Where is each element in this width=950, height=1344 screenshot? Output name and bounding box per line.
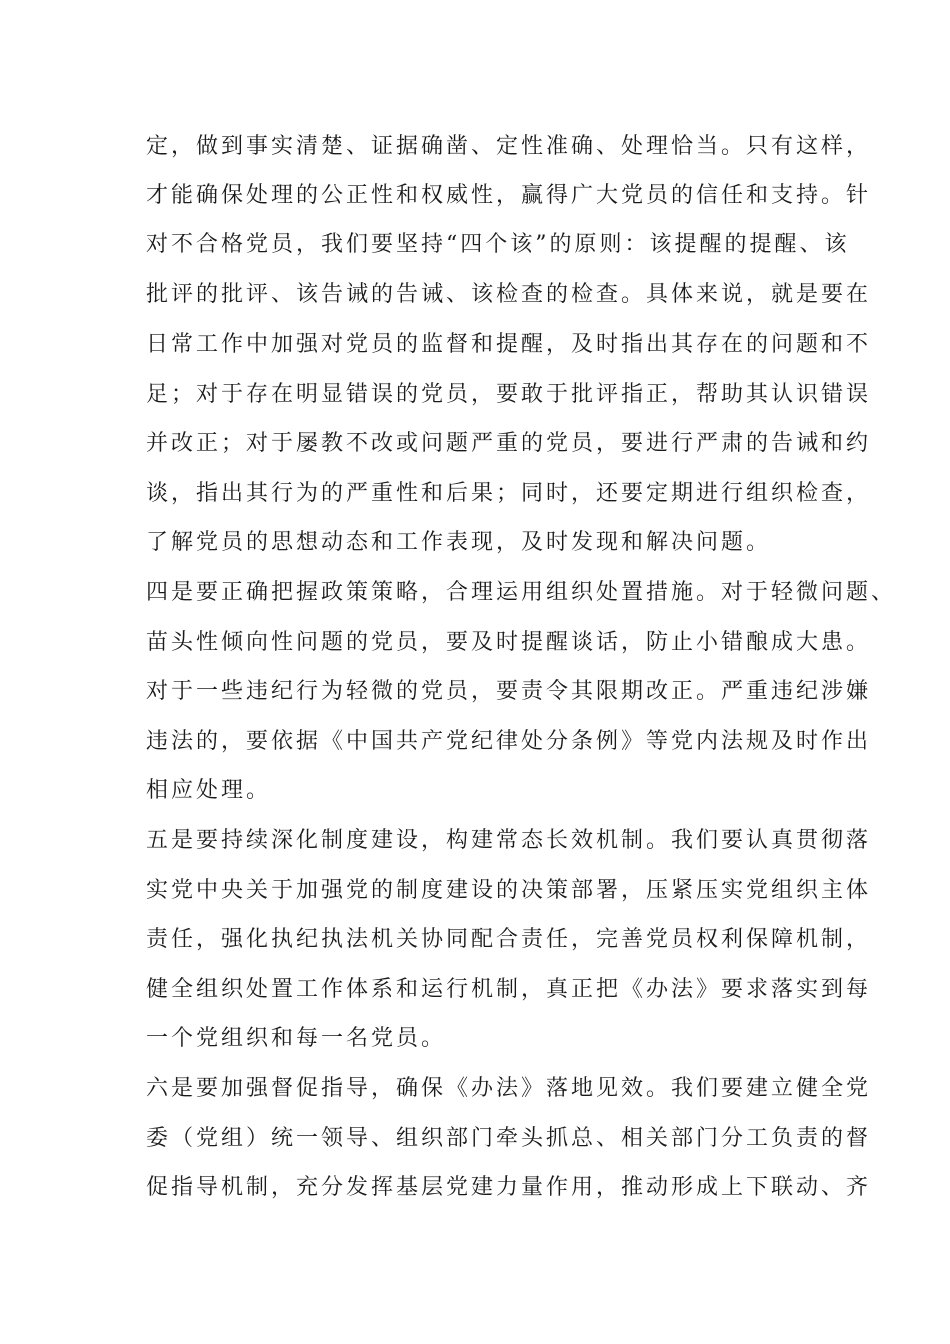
text-line-5: 日常工作中加强对党员的监督和提醒，及时指出其存在的问题和不 <box>146 332 872 357</box>
text-line-3: 对不合格党员，我们要坚持“四个该”的原则：该提醒的提醒、该 <box>146 232 850 257</box>
text-line-11: 苗头性倾向性问题的党员，要及时提醒谈话，防止小错酿成大患。 <box>146 630 872 655</box>
text-line-12: 对于一些违纪行为轻微的党员，要责令其限期改正。严重违纪涉嫌 <box>146 679 872 704</box>
text-line-1: 定，做到事实清楚、证据确凿、定性准确、处理恰当。只有这样， <box>146 134 872 159</box>
text-line-18: 健全组织处置工作体系和运行机制，真正把《办法》要求落实到每 <box>146 977 872 1002</box>
text-line-10: 四是要正确把握政策策略，合理运用组织处置措施。对于轻微问题、 <box>146 580 897 605</box>
text-line-22: 促指导机制，充分发挥基层党建力量作用，推动形成上下联动、齐 <box>146 1175 872 1200</box>
text-line-6: 足；对于存在明显错误的党员，要敢于批评指正，帮助其认识错误 <box>146 382 872 407</box>
text-line-15: 五是要持续深化制度建设，构建常态长效机制。我们要认真贯彻落 <box>146 828 872 853</box>
text-line-14: 相应处理。 <box>146 778 272 803</box>
text-line-9: 了解党员的思想动态和工作表现，及时发现和解决问题。 <box>146 530 772 555</box>
text-line-16: 实党中央关于加强党的制度建设的决策部署，压紧压实党组织主体 <box>146 878 872 903</box>
text-line-17: 责任，强化执纪执法机关协同配合责任，完善党员权利保障机制， <box>146 927 872 952</box>
text-line-4: 批评的批评、该告诫的告诫、该检查的检查。具体来说，就是要在 <box>146 282 872 307</box>
text-line-7: 并改正；对于屡教不改或问题严重的党员，要进行严肃的告诫和约 <box>146 431 872 456</box>
text-line-21: 委（党组）统一领导、组织部门牵头抓总、相关部门分工负责的督 <box>146 1126 872 1151</box>
text-line-13: 违法的，要依据《中国共产党纪律处分条例》等党内法规及时作出 <box>146 729 872 754</box>
text-line-2: 才能确保处理的公正性和权威性，赢得广大党员的信任和支持。针 <box>146 183 872 208</box>
text-line-19: 一个党组织和每一名党员。 <box>146 1026 447 1051</box>
text-line-8: 谈，指出其行为的严重性和后果；同时，还要定期进行组织检查， <box>146 481 872 506</box>
text-line-20: 六是要加强督促指导，确保《办法》落地见效。我们要建立健全党 <box>146 1076 872 1101</box>
